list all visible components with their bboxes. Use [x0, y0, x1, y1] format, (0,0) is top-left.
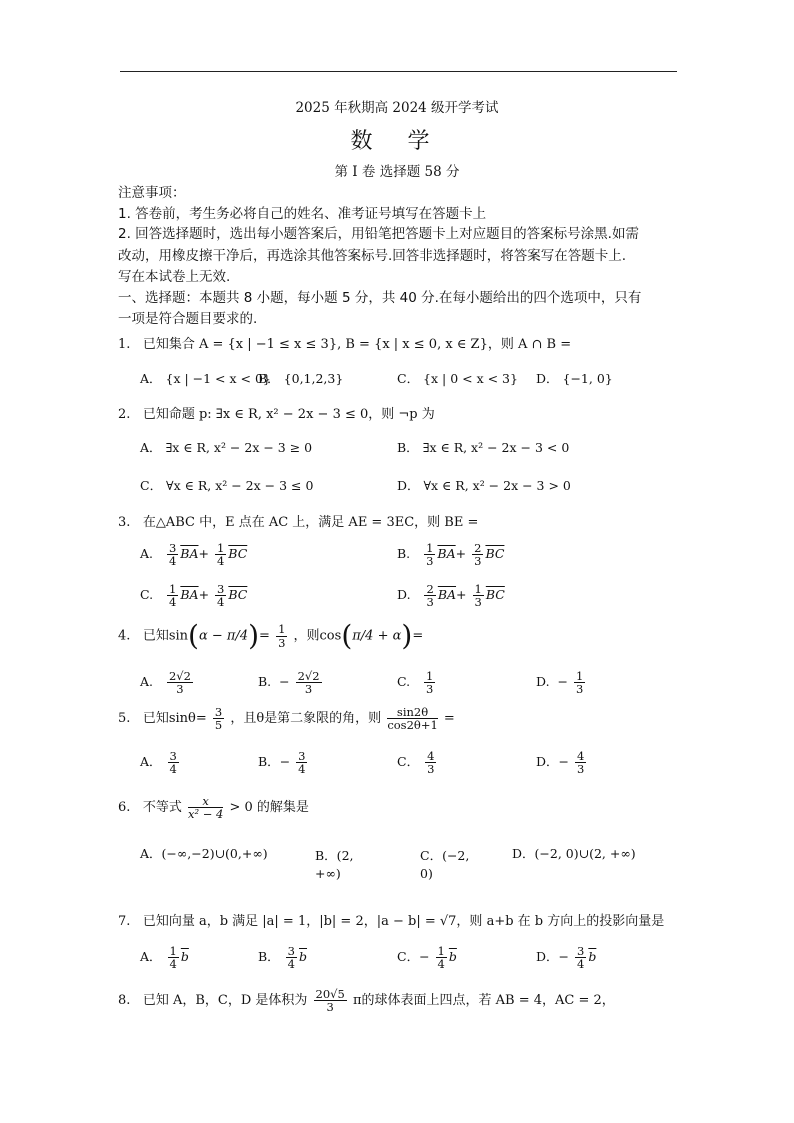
question-number: 7. [118, 914, 131, 929]
q6-option-a: A．(−∞,−2)∪(0,+∞) [140, 846, 268, 861]
question-number: 3. [118, 515, 131, 530]
section-instructions-cont: 一项是符合题目要求的. [118, 311, 258, 327]
q6-option-c-cont: 0) [420, 866, 433, 881]
fraction: $\frac{1}{3}$ [474, 582, 482, 610]
fraction: $\frac{4}{3}$ [577, 749, 585, 777]
q6-option-b: B．(2, [315, 848, 354, 863]
option-label: C． [397, 949, 420, 965]
vector: $\overline{BC}$ [228, 587, 248, 603]
question-stem: π的球体表面上四点，若 AB = 4，AC = 2， [352, 993, 615, 1009]
q3-option-c: C. $\frac{1}{4}$ $\overline{BA}+$ $\frac{3}{4}$ $\overline{BC}$ [140, 582, 248, 610]
fraction: $\frac{2}{3}$ [426, 582, 434, 610]
q7-option-d: D．− $\frac{3}{4}$ $\overline{b}$ [536, 944, 597, 972]
header-rule [120, 71, 677, 72]
option-label: A． [140, 754, 162, 770]
notice-item-2-cont: 改动，用橡皮擦干净后，再选涂其他答案标号.回答非选择题时，将答案写在答题卡上. [118, 248, 627, 264]
q5-option-b: B．− $\frac{3}{4}$ [258, 749, 306, 777]
fraction: $\frac{3}{4}$ [577, 944, 585, 972]
q2-option-d: D． ∀x ∈ R, x² − 2x − 3 > 0 [397, 478, 571, 493]
fraction: $\frac{\sin 2\theta}{\cos 2\theta+1}$ [387, 705, 438, 733]
option-label: A. [140, 674, 154, 690]
exam-title: 2025 年秋期高 2024 级开学考试 [295, 100, 499, 116]
notice-item-2-end: 写在本试卷上无效. [118, 269, 231, 285]
fraction: $\frac{1}{3}$ [426, 541, 434, 569]
option-label: B. [258, 674, 272, 690]
fraction: $\frac{3}{4}$ [168, 541, 177, 569]
vector: $\overline{b}$ [299, 949, 308, 965]
q3-option-b: B. $\frac{1}{3}$ $\overline{BA}+$ $\frac{2}{3}$ $\overline{BC}$ [397, 541, 505, 569]
subject-title: 数 学 [350, 129, 444, 154]
part-title: 第 I 卷 选择题 58 分 [334, 164, 460, 180]
question-number: 6. [118, 800, 131, 816]
q2-option-a: A． ∃x ∈ R, x² − 2x − 3 ≥ 0 [140, 440, 313, 455]
question-stem: 不等式 [142, 800, 182, 816]
question-number: 4. [118, 628, 131, 644]
vector: $\overline{b}$ [588, 949, 597, 965]
option-label: B. [397, 546, 411, 562]
question-8 [118, 988, 615, 1013]
fraction: $\frac{1}{4}$ [169, 582, 177, 610]
option-label: B． [258, 754, 280, 770]
fraction: $\frac{2}{3}$ [474, 541, 482, 569]
fraction: $\frac{2√2}{3}$ [168, 669, 191, 697]
question-stem: 已知 A，B，C，D 是体积为 [142, 993, 308, 1009]
q3-option-a: A. $\frac{3}{4}$ $\overline{BA}+$ $\frac{1}{4}$ $\overline{BC}$ [140, 541, 248, 569]
q7-option-b [258, 945, 307, 970]
question-3 [118, 511, 478, 530]
notice-heading: 注意事项： [118, 185, 186, 201]
fraction: $\frac{1}{4}$ [216, 541, 225, 569]
q4-option-a [140, 670, 195, 695]
question-7 [118, 910, 664, 929]
q5-option-a [140, 750, 181, 775]
q6-option-c: C．(−2, [420, 848, 470, 863]
question-stem: 已知sin [142, 628, 189, 644]
question-stem: 已知向量 a，b 满足 |a| = 1，|b| = 2，|a − b| = √7，则 a+b 在 b 方向上的投影向量是 [142, 914, 665, 929]
q6-option-d: D．(−2, 0)∪(2, +∞) [512, 846, 636, 861]
vector: $\overline{b}$ [448, 949, 457, 965]
question-4: 4. 已知sin(α − π/4)= $\frac{1}{3}$ ，则cos(π/4 + α)= [118, 619, 424, 652]
question-stem: ，则cos [293, 628, 342, 644]
question-2 [118, 403, 435, 422]
q4-option-b: B. − $\frac{2√2}{3}$ [258, 669, 320, 697]
question-5: 5. 已知sinθ= $\frac{3}{5}$ ，且θ是第二象限的角，则 $\frac{\sin 2\theta}{\cos 2\theta+1}$ = [118, 705, 455, 733]
option-label: D. [397, 587, 411, 603]
q1-option-a: A． {x | −1 < x < 0} [140, 371, 271, 386]
fraction: $\frac{3}{4}$ [298, 749, 306, 777]
option-label: B． [258, 949, 280, 965]
q1-option-b: B． {0,1,2,3} [258, 371, 344, 386]
question-stem: 已知sinθ= [142, 711, 207, 727]
q6-option-b-cont: +∞) [315, 866, 341, 881]
q4-option-d: D. − $\frac{1}{3}$ [536, 669, 584, 697]
fraction: $\frac{1}{3}$ [278, 622, 286, 650]
option-label: D． [536, 754, 559, 770]
notice-item-1: 1. 答卷前，考生务必将自己的姓名、准考证号填写在答题卡上 [118, 206, 487, 222]
vector: $\overline{b}$ [180, 949, 189, 965]
question-1 [118, 333, 571, 352]
question-number: 8. [118, 993, 131, 1009]
q2-option-b: B． ∃x ∈ R, x² − 2x − 3 < 0 [397, 440, 570, 455]
q5-option-c [397, 750, 438, 775]
question-stem: 在△ABC 中，E 点在 AC 上，满足 AE = 3EC，则 BE = [142, 515, 479, 530]
vector: $\overline{BA}$ [180, 587, 199, 603]
fraction: $\frac{3}{5}$ [214, 705, 223, 733]
option-label: A． [140, 949, 162, 965]
fraction: $\frac{2√2}{3}$ [297, 669, 320, 697]
question-stem: 已知集合 A = {x | −1 ≤ x ≤ 3}, B = {x | x ≤ 0, x ∈ Z}，则 A ∩ B = [142, 337, 572, 352]
vector: $\overline{BA}$ [437, 546, 456, 562]
fraction: $\frac{3}{4}$ [169, 749, 177, 777]
question-number: 1. [118, 337, 131, 352]
notice-item-2: 2. 回答选择题时，选出每小题答案后，用铅笔把答题卡上对应题目的答案标号涂黑.如需 [118, 226, 639, 242]
q1-option-c: C． {x | 0 < x < 3} [397, 371, 518, 386]
fraction: $\frac{1}{3}$ [426, 669, 434, 697]
question-number: 5. [118, 711, 131, 727]
q1-option-d: D． {−1, 0} [536, 371, 613, 386]
fraction: $\frac{x}{\text{x² − 4}}$ [187, 794, 224, 822]
q5-option-d: D．− $\frac{4}{3}$ [536, 749, 585, 777]
fraction: $\frac{3}{4}$ [217, 582, 225, 610]
question-6 [118, 795, 309, 820]
option-label: C. [397, 674, 411, 690]
fraction: $\frac{3}{4}$ [287, 944, 295, 972]
expression: α − π/4 [198, 628, 249, 644]
vector: $\overline{BC}$ [485, 546, 505, 562]
question-stem: ，且θ是第二象限的角，则 [230, 711, 382, 727]
option-label: D. [536, 674, 550, 690]
vector: $\overline{BC}$ [485, 587, 505, 603]
q7-option-a [140, 945, 189, 970]
option-label: D． [536, 949, 559, 965]
option-label: C. [140, 587, 154, 603]
expression: π/4 + α [352, 628, 402, 644]
vector: $\overline{BA}$ [437, 587, 457, 603]
q4-option-c [397, 670, 437, 695]
fraction: $\frac{20√5}{3}$ [315, 987, 345, 1015]
vector: $\overline{BC}$ [228, 546, 248, 562]
fraction: $\frac{4}{3}$ [427, 749, 435, 777]
vector: $\overline{BA}$ [180, 546, 199, 562]
question-number: 2. [118, 407, 131, 422]
question-stem: > 0 的解集是 [229, 800, 309, 816]
section-instructions: 一、选择题：本题共 8 小题，每小题 5 分，共 40 分.在每小题给出的四个选项中，只有 [118, 290, 642, 306]
question-stem: 已知命题 p: ∃x ∈ R, x² − 2x − 3 ≤ 0，则 ¬p 为 [142, 407, 435, 422]
q7-option-c: C．− $\frac{1}{4}$ $\overline{b}$ [397, 944, 457, 972]
q2-option-c: C． ∀x ∈ R, x² − 2x − 3 ≤ 0 [140, 478, 314, 493]
fraction: $\frac{1}{4}$ [169, 944, 177, 972]
option-label: A. [140, 546, 154, 562]
fraction: $\frac{1}{3}$ [575, 669, 584, 697]
option-label: C． [397, 754, 420, 770]
fraction: $\frac{1}{4}$ [437, 944, 445, 972]
q3-option-d: D. $\frac{2}{3}$ $\overline{BA}+$ $\frac{1}{3}$ $\overline{BC}$ [397, 582, 505, 610]
